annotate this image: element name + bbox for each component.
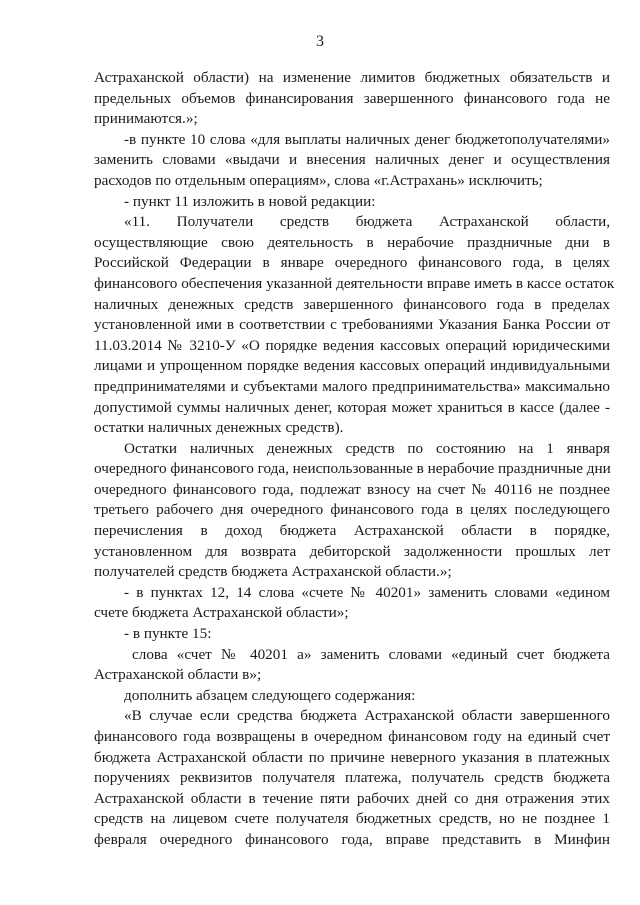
text-line: «11. Получатели средств бюджета Астраханской области, xyxy=(124,213,610,231)
text-line: февраля очередного финансового года, вправе представить в Минфин xyxy=(94,830,610,848)
text-line: остатки наличных денежных средств). xyxy=(94,419,344,437)
text-line: допустимой суммы наличных денег, которая может храниться в кассе (далее - xyxy=(94,398,610,416)
text-line: Остатки наличных денежных средств по состоянию на 1 января xyxy=(124,439,610,457)
text-line: -в пункте 10 слова «для выплаты наличных денег бюджетополучателями» xyxy=(124,130,610,148)
text-line: получателей средств бюджета Астраханской области.»; xyxy=(94,563,452,581)
text-line: наличных денежных средств завершенного финансового года в пределах xyxy=(94,295,610,313)
text-line: предпринимателями и субъектами малого предпринимательства» максимально xyxy=(94,377,610,395)
text-line: принимаются.»; xyxy=(94,110,198,128)
text-line: 11.03.2014 № 3210-У «О порядке ведения кассовых операций юридическими xyxy=(94,336,610,354)
text-line: средств на лицевом счете получателя бюджетных средств, но не позднее 1 xyxy=(94,810,610,828)
text-line: установленном для возврата дебиторской задолженности прошлых лет xyxy=(94,542,610,560)
text-line: расходов по отдельным операциям», слова «г.Астрахань» исключить; xyxy=(94,171,543,189)
text-line: - в пунктах 12, 14 слова «счете № 40201» заменить словами «едином xyxy=(124,583,610,601)
page-number: 3 xyxy=(316,33,324,50)
text-line: поручениях реквизитов получателя платежа, получатель средств бюджета xyxy=(94,769,610,787)
text-line: слова «счет № 40201 а» заменить словами «единый счет бюджета xyxy=(132,645,610,663)
text-line: «В случае если средства бюджета Астраханской области завершенного xyxy=(124,707,610,725)
text-line: - пункт 11 изложить в новой редакции: xyxy=(124,192,376,210)
text-line: дополнить абзацем следующего содержания: xyxy=(124,686,416,704)
text-line: перечисления в доход бюджета Астраханской области в порядке, xyxy=(94,522,610,540)
document-body xyxy=(94,68,615,851)
text-line: финансового обеспечения указанной деятельности вправе иметь в кассе остаток xyxy=(94,274,615,292)
text-line: осуществляющие свою деятельность в нерабочие праздничные дни в xyxy=(94,233,610,251)
text-line: бюджета Астраханской области по причине неверного указания в платежных xyxy=(94,748,610,766)
text-line: установленной ими в соответствии с требованиями Указания Банка России от xyxy=(94,316,610,334)
text-line: Российской Федерации в январе очередного финансового года, в целях xyxy=(94,254,610,272)
text-line: Астраханской области в течение пяти рабочих дней со дня отражения этих xyxy=(94,789,610,807)
text-line: счете бюджета Астраханской области»; xyxy=(94,604,349,622)
text-line: финансового года возвращены в очередном финансовом году на единый счет xyxy=(94,728,610,745)
text-line: - в пункте 15: xyxy=(124,625,212,643)
text-line: Астраханской области в»; xyxy=(94,666,262,684)
text-line: лицами и упрощенном порядке ведения кассовых операций индивидуальными xyxy=(94,357,610,375)
text-line: очередного финансового года, подлежат взносу на счет № 40116 не позднее xyxy=(94,480,610,498)
text-line: предельных объемов финансирования завершенного финансового года не xyxy=(94,89,610,107)
text-line: заменить словами «выдачи и внесения наличных денег и осуществления xyxy=(94,151,610,169)
text-line: очередного финансового года, неиспользованные в нерабочие праздничные дни xyxy=(94,460,611,478)
text-line: третьего рабочего дня очередного финансового года в целях последующего xyxy=(94,501,610,519)
text-line: Астраханской области) на изменение лимитов бюджетных обязательств и xyxy=(94,69,610,86)
